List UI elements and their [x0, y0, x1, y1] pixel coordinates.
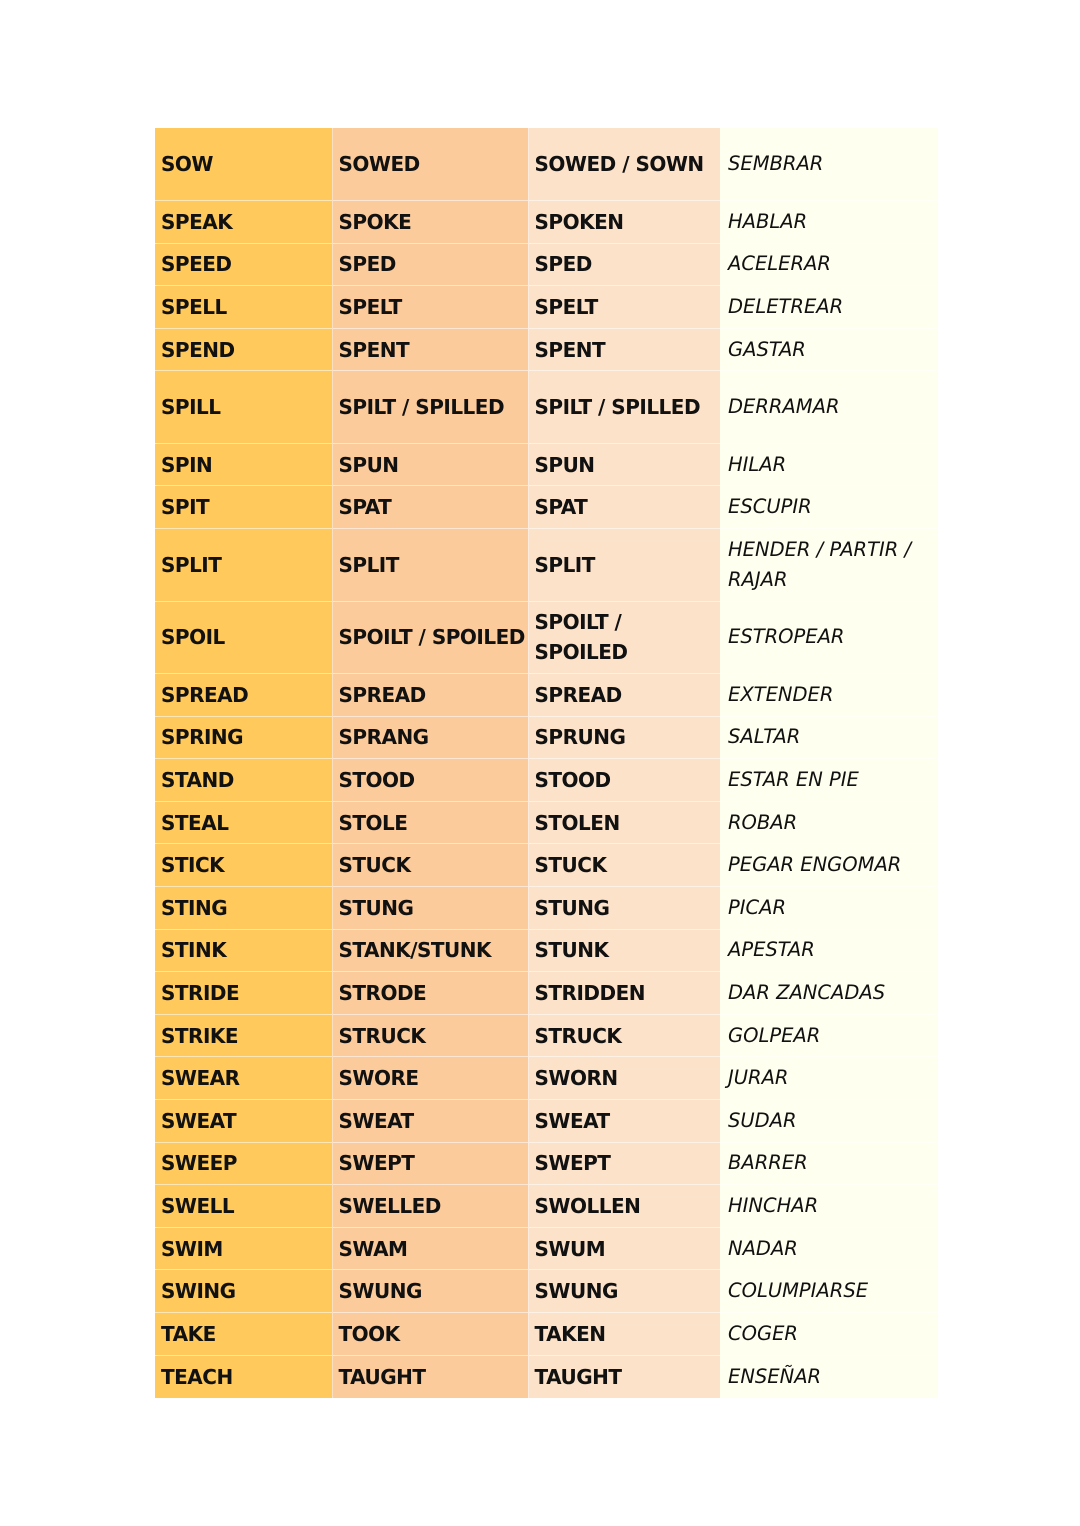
past-simple-cell: STRUCK	[332, 1014, 528, 1057]
past-simple-cell: STOLE	[332, 801, 528, 844]
table-row	[155, 328, 938, 371]
past-participle-cell: SPELT	[528, 286, 720, 329]
infinitive-cell: SWEAR	[155, 1057, 332, 1100]
table-row	[155, 1355, 938, 1398]
irregular-verbs-table	[155, 128, 938, 1398]
past-participle-cell: SPAT	[528, 486, 720, 529]
infinitive-cell: SWIM	[155, 1227, 332, 1270]
table-row	[155, 801, 938, 844]
table-row	[155, 1185, 938, 1228]
infinitive-cell: STICK	[155, 844, 332, 887]
past-simple-cell: SOWED	[332, 128, 528, 201]
table-row	[155, 286, 938, 329]
past-simple-cell: TAUGHT	[332, 1355, 528, 1398]
infinitive-cell: SWING	[155, 1270, 332, 1313]
spanish-translation-cell: ESTROPEAR	[720, 601, 938, 674]
past-simple-cell: TOOK	[332, 1312, 528, 1355]
past-participle-cell: SPUN	[528, 443, 720, 486]
past-simple-cell: STUNG	[332, 887, 528, 930]
infinitive-cell: SOW	[155, 128, 332, 201]
past-participle-cell: SPOILT / SPOILED	[528, 601, 720, 674]
infinitive-cell: SPEAK	[155, 201, 332, 244]
infinitive-cell: STEAL	[155, 801, 332, 844]
spanish-translation-cell: EXTENDER	[720, 674, 938, 717]
infinitive-cell: SWEEP	[155, 1142, 332, 1185]
past-simple-cell: SPRANG	[332, 716, 528, 759]
infinitive-cell: STINK	[155, 929, 332, 972]
infinitive-cell: SPEND	[155, 328, 332, 371]
past-participle-cell: TAUGHT	[528, 1355, 720, 1398]
spanish-translation-cell: PEGAR ENGOMAR	[720, 844, 938, 887]
infinitive-cell: SPIN	[155, 443, 332, 486]
past-simple-cell: STUCK	[332, 844, 528, 887]
past-simple-cell: SWORE	[332, 1057, 528, 1100]
table-row	[155, 529, 938, 602]
spanish-translation-cell: ROBAR	[720, 801, 938, 844]
past-simple-cell: SPUN	[332, 443, 528, 486]
past-participle-cell: STUCK	[528, 844, 720, 887]
table-row	[155, 759, 938, 802]
table-row	[155, 929, 938, 972]
past-participle-cell: SOWED / SOWN	[528, 128, 720, 201]
past-participle-cell: STUNG	[528, 887, 720, 930]
spanish-translation-cell: ESTAR EN PIE	[720, 759, 938, 802]
table-row	[155, 1227, 938, 1270]
past-simple-cell: SPILT / SPILLED	[332, 371, 528, 444]
spanish-translation-cell: JURAR	[720, 1057, 938, 1100]
table-row	[155, 1142, 938, 1185]
infinitive-cell: SPEED	[155, 243, 332, 286]
table-row	[155, 1014, 938, 1057]
past-simple-cell: STANK/STUNK	[332, 929, 528, 972]
spanish-translation-cell: SEMBRAR	[720, 128, 938, 201]
table-row	[155, 1100, 938, 1143]
past-participle-cell: SPILT / SPILLED	[528, 371, 720, 444]
past-participle-cell: SPLIT	[528, 529, 720, 602]
past-simple-cell: SWEAT	[332, 1100, 528, 1143]
infinitive-cell: SPELL	[155, 286, 332, 329]
spanish-translation-cell: APESTAR	[720, 929, 938, 972]
table-row	[155, 601, 938, 674]
infinitive-cell: SPIT	[155, 486, 332, 529]
past-participle-cell: SWEPT	[528, 1142, 720, 1185]
past-simple-cell: SPLIT	[332, 529, 528, 602]
past-participle-cell: SWUM	[528, 1227, 720, 1270]
spanish-translation-cell: SUDAR	[720, 1100, 938, 1143]
table-row	[155, 128, 938, 201]
past-participle-cell: SWORN	[528, 1057, 720, 1100]
spanish-translation-cell: HILAR	[720, 443, 938, 486]
past-simple-cell: SPOILT / SPOILED	[332, 601, 528, 674]
past-simple-cell: SPREAD	[332, 674, 528, 717]
past-participle-cell: SPENT	[528, 328, 720, 371]
table-row	[155, 674, 938, 717]
past-simple-cell: SPELT	[332, 286, 528, 329]
spanish-translation-cell: COLUMPIARSE	[720, 1270, 938, 1313]
infinitive-cell: TEACH	[155, 1355, 332, 1398]
spanish-translation-cell: HINCHAR	[720, 1185, 938, 1228]
past-simple-cell: SWEPT	[332, 1142, 528, 1185]
infinitive-cell: SPOIL	[155, 601, 332, 674]
infinitive-cell: STING	[155, 887, 332, 930]
past-simple-cell: STRODE	[332, 972, 528, 1015]
past-participle-cell: SWEAT	[528, 1100, 720, 1143]
table-row	[155, 716, 938, 759]
past-participle-cell: STRIDDEN	[528, 972, 720, 1015]
table-row	[155, 201, 938, 244]
table-row	[155, 371, 938, 444]
table-row	[155, 1312, 938, 1355]
infinitive-cell: STRIDE	[155, 972, 332, 1015]
table-row	[155, 1057, 938, 1100]
past-simple-cell: STOOD	[332, 759, 528, 802]
infinitive-cell: TAKE	[155, 1312, 332, 1355]
spanish-translation-cell: SALTAR	[720, 716, 938, 759]
past-participle-cell: STOLEN	[528, 801, 720, 844]
past-participle-cell: TAKEN	[528, 1312, 720, 1355]
spanish-translation-cell: ACELERAR	[720, 243, 938, 286]
spanish-translation-cell: NADAR	[720, 1227, 938, 1270]
table-row	[155, 243, 938, 286]
past-participle-cell: STUNK	[528, 929, 720, 972]
spanish-translation-cell: ESCUPIR	[720, 486, 938, 529]
infinitive-cell: STRIKE	[155, 1014, 332, 1057]
past-simple-cell: SPAT	[332, 486, 528, 529]
past-participle-cell: SWOLLEN	[528, 1185, 720, 1228]
past-participle-cell: SPOKEN	[528, 201, 720, 244]
table-row	[155, 1270, 938, 1313]
past-participle-cell: SWUNG	[528, 1270, 720, 1313]
table-row	[155, 486, 938, 529]
infinitive-cell: STAND	[155, 759, 332, 802]
past-simple-cell: SPED	[332, 243, 528, 286]
past-simple-cell: SWELLED	[332, 1185, 528, 1228]
verbs-table-body	[155, 128, 938, 1398]
table-row	[155, 887, 938, 930]
table-row	[155, 972, 938, 1015]
past-participle-cell: STOOD	[528, 759, 720, 802]
spanish-translation-cell: DELETREAR	[720, 286, 938, 329]
spanish-translation-cell: ENSEÑAR	[720, 1355, 938, 1398]
spanish-translation-cell: COGER	[720, 1312, 938, 1355]
spanish-translation-cell: DERRAMAR	[720, 371, 938, 444]
past-simple-cell: SWUNG	[332, 1270, 528, 1313]
infinitive-cell: SPILL	[155, 371, 332, 444]
past-participle-cell: SPED	[528, 243, 720, 286]
past-simple-cell: SPENT	[332, 328, 528, 371]
spanish-translation-cell: DAR ZANCADAS	[720, 972, 938, 1015]
table-row	[155, 844, 938, 887]
spanish-translation-cell: PICAR	[720, 887, 938, 930]
infinitive-cell: SPLIT	[155, 529, 332, 602]
infinitive-cell: SWEAT	[155, 1100, 332, 1143]
spanish-translation-cell: BARRER	[720, 1142, 938, 1185]
past-participle-cell: SPRUNG	[528, 716, 720, 759]
infinitive-cell: SPREAD	[155, 674, 332, 717]
spanish-translation-cell: GASTAR	[720, 328, 938, 371]
past-simple-cell: SWAM	[332, 1227, 528, 1270]
table-row	[155, 443, 938, 486]
spanish-translation-cell: HENDER / PARTIR / RAJAR	[720, 529, 938, 602]
spanish-translation-cell: GOLPEAR	[720, 1014, 938, 1057]
past-participle-cell: SPREAD	[528, 674, 720, 717]
infinitive-cell: SWELL	[155, 1185, 332, 1228]
past-participle-cell: STRUCK	[528, 1014, 720, 1057]
past-simple-cell: SPOKE	[332, 201, 528, 244]
spanish-translation-cell: HABLAR	[720, 201, 938, 244]
infinitive-cell: SPRING	[155, 716, 332, 759]
